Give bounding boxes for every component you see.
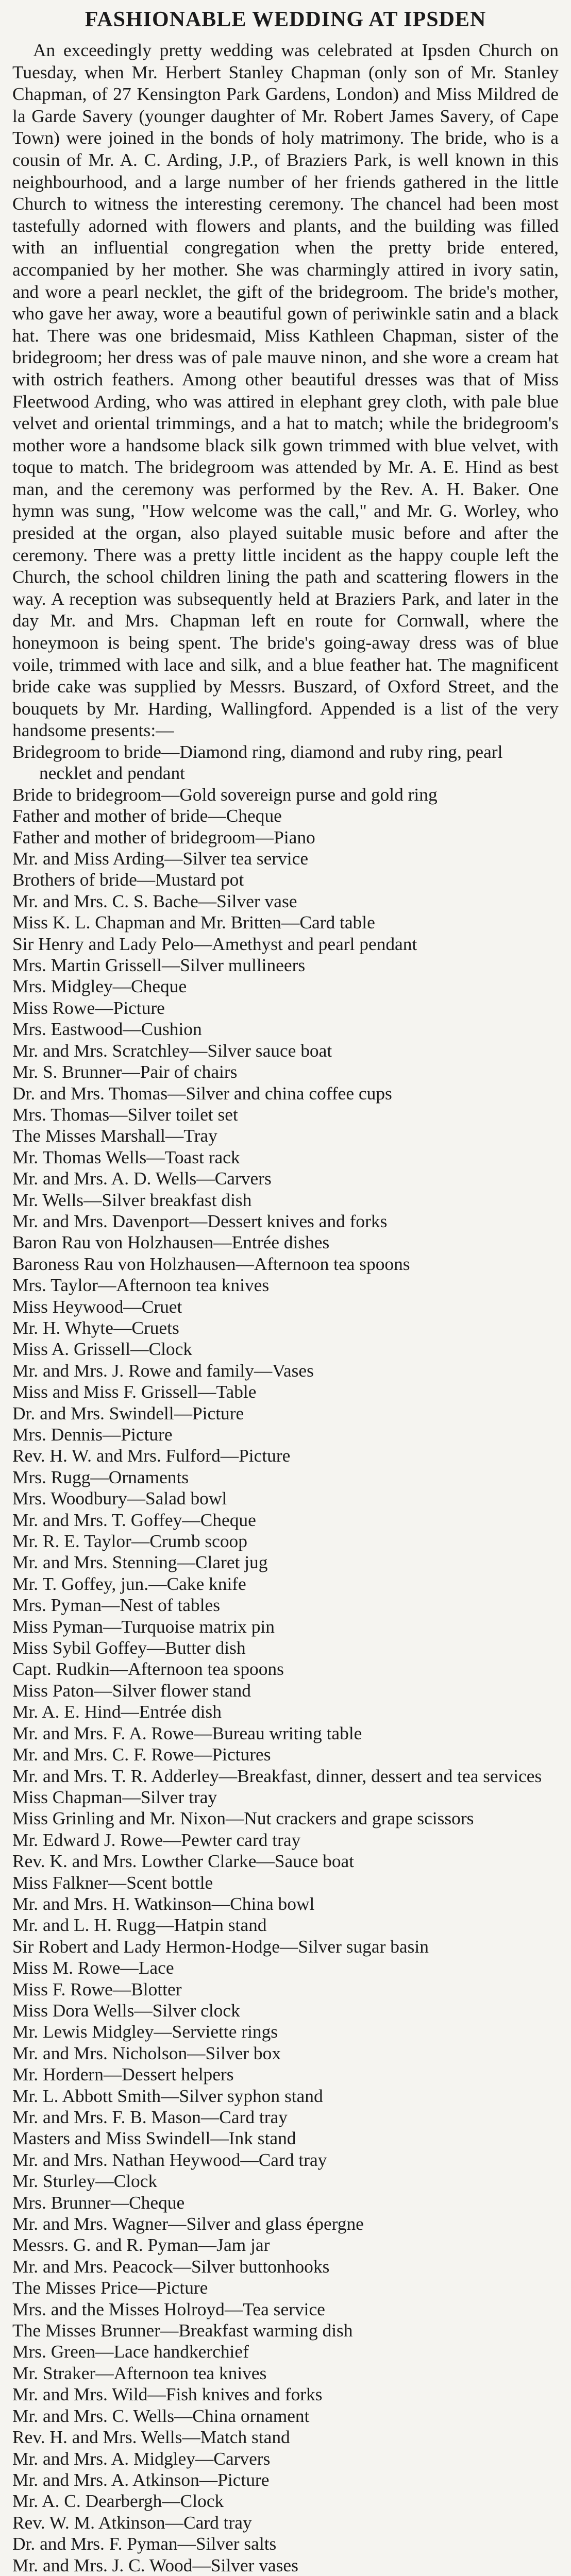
present-item: Mrs. Woodbury—Salad bowl [12,1488,227,1509]
present-item: Mr. L. Abbott Smith—Silver syphon stand [12,2085,323,2106]
present-item: Mr. and Mrs. A. Midgley—Carvers [12,2448,271,2469]
present-item: Mrs. Dennis—Picture [12,1424,173,1445]
headline: FASHIONABLE WEDDING AT IPSDEN [85,8,486,31]
present-item: Rev. W. M. Atkinson—Card tray [12,2512,252,2533]
present-item: Mr. T. Goffey, jun.—Cake knife [12,1573,246,1594]
present-item: The Misses Marshall—Tray [12,1125,217,1146]
present-item: Dr. and Mrs. F. Pyman—Silver salts [12,2533,277,2554]
present-item: Mr. and Mrs. F. B. Mason—Card tray [12,2107,288,2127]
present-item: Mr. and Mrs. C. Wells—China ornament [12,2405,310,2426]
present-item: Mr. R. E. Taylor—Crumb scoop [12,1531,247,1552]
present-item: Mr. and Mrs. J. C. Wood—Silver vases [12,2554,298,2575]
present-item: Capt. Rudkin—Afternoon tea spoons [12,1658,284,1680]
present-item: Mr. and Mrs. A. D. Wells—Carvers [12,1168,272,1189]
present-item: Mrs. and the Misses Holroyd—Tea service [12,2298,325,2319]
present-item: Rev. H. W. and Mrs. Fulford—Picture [12,1445,291,1466]
present-item: Mr. and Mrs. Nathan Heywood—Card tray [12,2149,327,2170]
present-item: Mr. and Mrs. C. S. Bache—Silver vase [12,890,297,911]
present-item: Miss Pyman—Turquoise matrix pin [12,1616,275,1637]
present-item: Miss Grinling and Mr. Nixon—Nut crackers and grape scissors [12,1808,474,1829]
present-item: Mr. and Mrs. Wagner—Silver and glass épergne [12,2213,364,2234]
present-item: Mr. and Mrs. Nicholson—Silver box [12,2042,281,2063]
present-item: Mrs. Eastwood—Cushion [12,1019,202,1040]
present-item: Baroness Rau von Holzhausen—Afternoon tea spoons [12,1253,410,1274]
present-item: Miss Sybil Goffey—Butter dish [12,1637,246,1658]
present-item: Miss A. Grissell—Clock [12,1338,193,1360]
present-item: Mr. and Mrs. T. Goffey—Cheque [12,1509,256,1530]
present-item: Miss F. Rowe—Blotter [12,1978,182,1999]
article-body: An exceedingly pretty wedding was celebrated at Ipsden Church on Tuesday, when Mr. Herbert Stanley Chapman (only son of Mr. Stanley Chapman, of 27 Kensington Park Gardens, London) and Miss Mildred de la Garde Savery (younger daughter of Mr. Robert James Savery, of Cape Town) were joined in the bonds of holy matrimony. The bride, who is a cousin of Mr. A. C. Arding, J.P., of Braziers Park, is well known in this neighbourhood, and a large number of her friends gathered in the little Church to witness the interesting ceremony. The chancel had been most tastefully adorned with flowers and plants, and the building was filled with an influential congregation when the pretty bride entered, accompanied by her mother. She was charmingly attired in ivory satin, and wore a pearl necklet, the gift of the bridegroom. The bride's mother, who gave her away, wore a beautiful gown of periwinkle satin and a black hat. There was one bridesmaid, Miss Kathleen Chapman, sister of the bridegroom; her dress was of pale mauve ninon, and she wore a cream hat with ostrich feathers. Among other beautiful dresses was that of Miss Fleetwood Arding, who was attired in elephant grey cloth, with pale blue velvet and oriental trimmings, and a hat to match; while the bridegroom's mother wore a handsome black silk gown trimmed with blue velvet, with toque to match. The bridegroom was attended by Mr. A. E. Hind as best man, and the ceremony was performed by the Rev. A. H. Baker. One hymn was sung, "How welcome was the call," and Mr. G. Worley, who presided at the organ, also played suitable music before and after the ceremony. There was a pretty little incident as the happy couple left the Church, the school children lining the path and scattering flowers in the way. A reception was subsequently held at Braziers Park, and later in the day Mr. and Mrs. Chapman left en route for Cornwall, where the honeymoon is being spent. The bride's going-away dress was of blue voile, trimmed with lace and silk, and a blue feather hat. The magnificent bride cake was supplied by Messrs. Buszard, of Oxford Street, and the bouquets by Mr. Harding, Wallingford. Appended is a list of the very handsome presents:— [12,40,559,741]
present-item: Mr. and Mrs. C. F. Rowe—Pictures [12,1744,271,1765]
present-item: Bride to bridegroom—Gold sovereign purse and gold ring [12,784,438,805]
present-item: Mr. Straker—Afternoon tea knives [12,2362,267,2383]
present-item: Miss Chapman—Silver tray [12,1786,217,1807]
present-item: The Misses Price—Picture [12,2277,208,2298]
present-item: Messrs. G. and R. Pyman—Jam jar [12,2234,270,2256]
present-item: Bridegroom to bride—Diamond ring, diamond and ruby ring, pearl necklet and pendant [12,741,503,784]
present-item: Miss M. Rowe—Lace [12,1957,174,1978]
present-item: Dr. and Mrs. Thomas—Silver and china coffee cups [12,1082,392,1104]
present-item: Mr. A. C. Dearbergh—Clock [12,2490,224,2512]
present-item: Mr. Sturley—Clock [12,2171,158,2192]
present-item: Mr. and Mrs. Wild—Fish knives and forks [12,2384,323,2405]
present-item: The Misses Brunner—Breakfast warming dish [12,2320,353,2341]
present-item: Brothers of bride—Mustard pot [12,869,244,890]
present-item: Mr. and Mrs. Stenning—Claret jug [12,1552,268,1573]
present-item: Mr. and Mrs. T. R. Adderley—Breakfast, dinner, dessert and tea services [12,1765,542,1786]
present-item: Mrs. Pyman—Nest of tables [12,1595,221,1616]
present-item: Dr. and Mrs. Swindell—Picture [12,1402,244,1423]
present-item: Miss Rowe—Picture [12,997,165,1018]
present-item: Mr. A. E. Hind—Entrée dish [12,1701,222,1722]
present-item: Mrs. Thomas—Silver toilet set [12,1104,238,1125]
present-item: Rev. H. and Mrs. Wells—Match stand [12,2427,290,2448]
present-item: Mrs. Brunner—Cheque [12,2192,185,2213]
present-item: Mr. and Mrs. Scratchley—Silver sauce boat [12,1040,332,1061]
present-item: Miss Dora Wells—Silver clock [12,1999,240,2021]
present-item: Mr. and Mrs. F. A. Rowe—Bureau writing table [12,1722,362,1743]
present-item: Mr. Hordern—Dessert helpers [12,2064,234,2085]
present-item: Mr. Thomas Wells—Toast rack [12,1146,240,1167]
present-item: Masters and Miss Swindell—Ink stand [12,2128,296,2149]
present-item: Sir Robert and Lady Hermon-Hodge—Silver sugar basin [12,1936,429,1957]
present-item: Mr. and L. H. Rugg—Hatpin stand [12,1914,267,1936]
present-item: Mr. Edward J. Rowe—Pewter card tray [12,1829,301,1850]
present-item: Baron Rau von Holzhausen—Entrée dishes [12,1232,330,1253]
presents-list [12,741,559,2576]
present-item: Mr. Wells—Silver breakfast dish [12,1189,252,1210]
present-item: Rev. K. and Mrs. Lowther Clarke—Sauce boat [12,1851,355,1872]
present-item: Sir Henry and Lady Pelo—Amethyst and pearl pendant [12,933,417,954]
present-item: Father and mother of bridegroom—Piano [12,826,315,848]
present-item: Mr. and Mrs. J. Rowe and family—Vases [12,1360,314,1381]
present-item: Mrs. Midgley—Cheque [12,976,187,997]
present-item: Miss K. L. Chapman and Mr. Britten—Card table [12,912,375,933]
present-item: Mr. and Mrs. A. Atkinson—Picture [12,2469,270,2490]
present-item: Mrs. Green—Lace handkerchief [12,2341,249,2362]
present-item: Miss and Miss F. Grissell—Table [12,1381,257,1402]
present-item: Mr. and Miss Arding—Silver tea service [12,848,309,869]
present-item: Miss Heywood—Cruet [12,1296,182,1317]
present-item: Mrs. Taylor—Afternoon tea knives [12,1275,270,1296]
present-item: Mr. Lewis Midgley—Serviette rings [12,2021,278,2042]
present-item: Mr. and Mrs. Davenport—Dessert knives and forks [12,1210,388,1231]
present-item: Mrs. Martin Grissell—Silver mullineers [12,955,306,976]
present-item: Mr. and Mrs. Peacock—Silver buttonhooks [12,2256,330,2277]
present-item: Mr. and Mrs. H. Watkinson—China bowl [12,1893,315,1914]
present-item: Mr. S. Brunner—Pair of chairs [12,1061,238,1082]
present-item: Miss Falkner—Scent bottle [12,1872,213,1893]
present-item: Father and mother of bride—Cheque [12,805,282,826]
present-item: Mr. H. Whyte—Cruets [12,1317,179,1338]
present-item: Miss Paton—Silver flower stand [12,1680,251,1701]
present-item: Mrs. Rugg—Ornaments [12,1466,189,1487]
